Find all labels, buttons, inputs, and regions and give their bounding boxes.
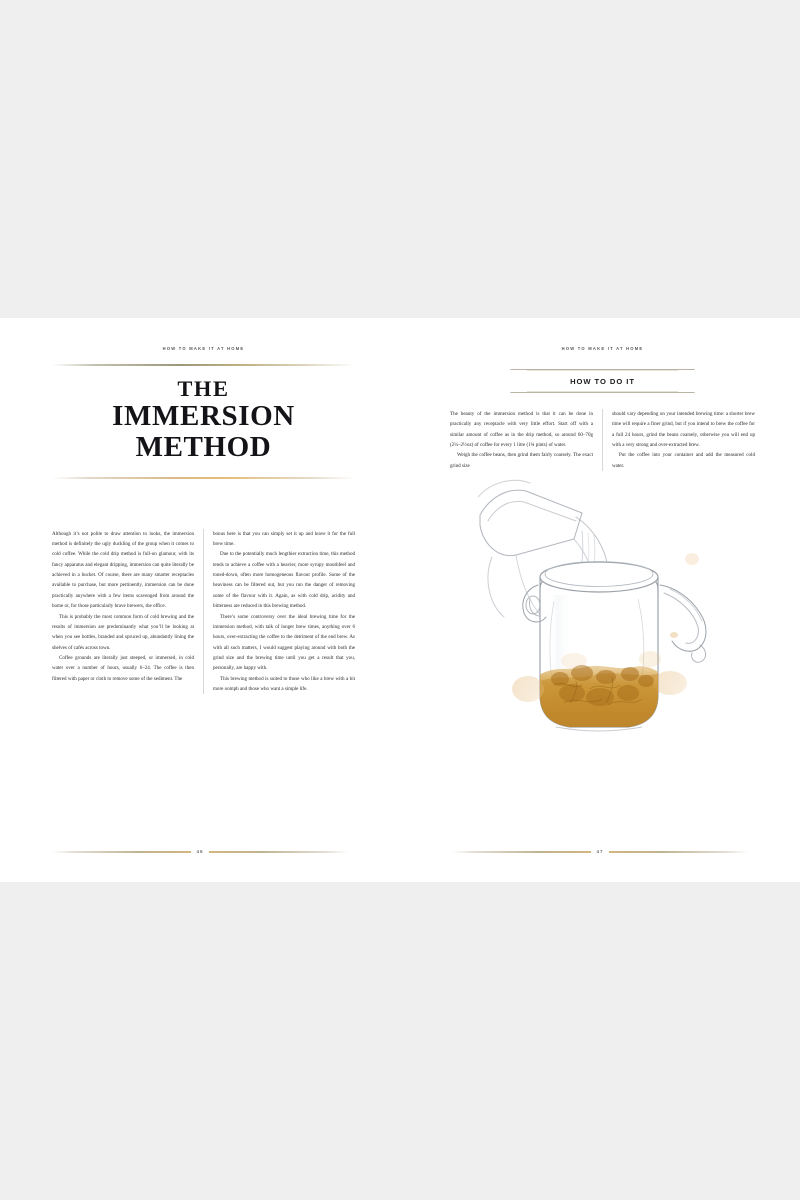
running-head-right: HOW TO MAKE IT AT HOME	[561, 346, 644, 351]
folio-rule-right	[209, 851, 348, 853]
body-paragraph: The beauty of the immersion method is that it can be done in practically any receptacle with very little effort. Start off with a similar amount of coffee as in the drip method, so around 60–70g (2¼–2½oz) of coffee for every 1 litre (1¾ pints) of water.	[450, 411, 593, 449]
body-paragraph: Due to the potentially much lengthier extraction time, this method tends to achieve a coffee with a heavier, more syrupy mouthfeel and toned-down, often more homogeneous flavour profile. Some of the heaviness can be filtered out, but you run the danger of removing some of the flavour with it. Again, as with cold drip, acidity and bitterness are reduced in this brewing method.	[213, 551, 355, 610]
body-paragraph: Although it’s not polite to draw attention to looks, the immersion method is definitely the ugly duckling of the group when it comes to cold coffee. While the cold drip method is full-on glamour, with its fancy apparatus and elegant dripping, immersion can quite literally be achieved in a bucket. Of course, there are many smarter receptacles available to purchase, but more pertinently, immersion can be done practically anywhere with a few items scavenged from around the home or, for those particularly brave brewers, the office.	[52, 530, 194, 610]
body-paragraph: Weigh the coffee beans, then grind them fairly coarsely. The exact grind size	[450, 452, 593, 469]
body-paragraph: This is probably the most common form of cold brewing and the results of immersion are predominantly what you’ll be looking at when you see bottles, branded and spruced up, abundantly lining the shelves of cafés across town.	[52, 613, 194, 651]
jar-base-shadow	[556, 727, 642, 731]
body-paragraph: Coffee grounds are literally just steeped, or immersed, in cold water over a number of hours, usually 6–24. The coffee is then filtered with paper or cloth to remove some of the sediment. The	[52, 654, 194, 682]
body-paragraph: should vary depending on your intended brewing time: a shorter brew time will require a finer grind, but if you intend to brew the coffee for a full 24 hours, grind the beans coarsely, otherwise you will end up with a very strong and over-extracted brew.	[612, 411, 755, 449]
page-title-line-1: THE	[177, 376, 230, 401]
how-to-do-it-banner	[450, 369, 755, 393]
body-paragraph: This brewing method is suited to those who like a brew with a bit more oomph and those who want a simple life.	[213, 675, 355, 692]
page-number: 47	[596, 849, 604, 854]
left-page-column-2	[203, 529, 355, 695]
page-title-line-2: IMMERSION	[112, 400, 295, 433]
body-paragraph: There’s some controversy over the ideal brewing time for the immersion method, with talk of longer brew times, anything over 6 hours, over-extracting the coffee to the detriment of the end brew. As with all such matters, I would suggest playing around with both the grind size and the brewing time until you get a result that you, personally, are happy with.	[213, 613, 355, 672]
right-page-columns	[450, 409, 755, 471]
folio-rule-right	[609, 851, 748, 853]
right-page	[400, 318, 800, 882]
folio-rule-left	[52, 851, 191, 853]
ribbon-label: HOW TO DO IT	[570, 376, 635, 386]
folio-right	[400, 849, 800, 854]
left-page-column-1	[52, 529, 203, 695]
clip-top-jar-with-pouring-jug-icon	[478, 477, 728, 747]
folio-rule-left	[452, 851, 591, 853]
page-title	[52, 366, 355, 468]
folio-left	[0, 849, 400, 854]
left-page-columns	[52, 529, 355, 695]
body-paragraph: bonus here is that you can simply set it up and leave it for the full brew time.	[213, 530, 355, 548]
running-head-left: HOW TO MAKE IT AT HOME	[162, 346, 245, 351]
left-page	[0, 318, 400, 882]
backdrop-band-top	[0, 0, 800, 318]
page-number: 46	[196, 849, 204, 854]
book-spread	[0, 318, 800, 882]
backdrop-band-bottom	[0, 882, 800, 1200]
title-rule-bottom	[52, 477, 355, 479]
page-title-line-3: METHOD	[135, 431, 272, 464]
jar-illustration	[450, 477, 755, 747]
right-page-column-1	[450, 409, 602, 471]
right-page-column-2	[602, 409, 755, 471]
ribbon-shape	[526, 369, 679, 393]
body-paragraph: Put the coffee into your container and add the measured cold water.	[612, 452, 755, 469]
